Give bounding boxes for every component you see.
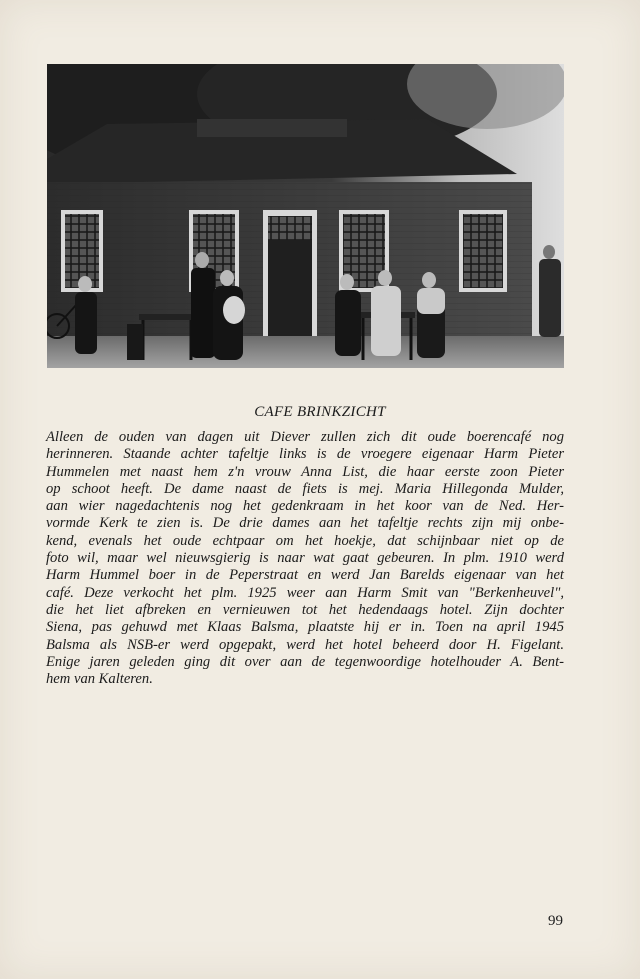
text-line: Enige jaren geleden ging dit over aan de tegenwoordige hotelhouder A. Bent- bbox=[46, 653, 564, 670]
text-line: hem van Kalteren. bbox=[46, 671, 153, 688]
text-line: herinneren. Staande achter tafeltje links is de vroegere eigenaar Harm Pieter bbox=[46, 446, 564, 463]
window-right bbox=[459, 210, 507, 292]
text-line: op schoot heeft. De dame naast de fiets is mej. Maria Hillegonda Mulder, bbox=[46, 480, 564, 497]
text-line: aan wier nagedachtenis nog het gedenkraam in het koor van de Ned. Her- bbox=[46, 498, 564, 515]
text-line: Harm Hummel boer in de Peperstraat en werd Jan Barelds eigenaar van het bbox=[46, 567, 564, 584]
photo-caption: CAFE BRINKZICHT bbox=[254, 404, 386, 420]
cafe-photograph bbox=[47, 64, 564, 368]
text-line: Hummelen met naast hem z'n vrouw Anna List, die haar eerste zoon Pieter bbox=[46, 463, 564, 480]
text-line: kend, evenals het oude echtpaar om het hoekje, dat schijnbaar niet op de bbox=[46, 532, 564, 549]
text-line: Alleen de ouden van dagen uit Diever zullen zich dit oude boerencafé nog bbox=[46, 429, 564, 445]
door bbox=[263, 210, 317, 336]
text-line: die het liet afbreken en vernieuwen tot het hedendaags hotel. Zijn dochter bbox=[46, 601, 564, 618]
page-number: 99 bbox=[548, 913, 563, 929]
text-line: foto wil, maar wel nieuwsgierig is naar wat gaat gebeuren. In plm. 1910 werd bbox=[46, 550, 564, 567]
text-line: vormde Kerk te zien is. De drie dames aan het tafeltje rechts zijn mij onbe- bbox=[46, 515, 564, 532]
text-line: café. Deze verkocht het plm. 1925 weer aan Harm Smit van "Berkenheuvel", bbox=[46, 584, 564, 601]
body-text bbox=[46, 429, 564, 688]
text-line: Siena, pas gehuwd met Klaas Balsma, plaatste hij er in. Toen na april 1945 bbox=[46, 619, 564, 636]
text-line: Balsma als NSB-er werd opgepakt, werd het hotel beheerd door H. Figelant. bbox=[46, 636, 564, 653]
